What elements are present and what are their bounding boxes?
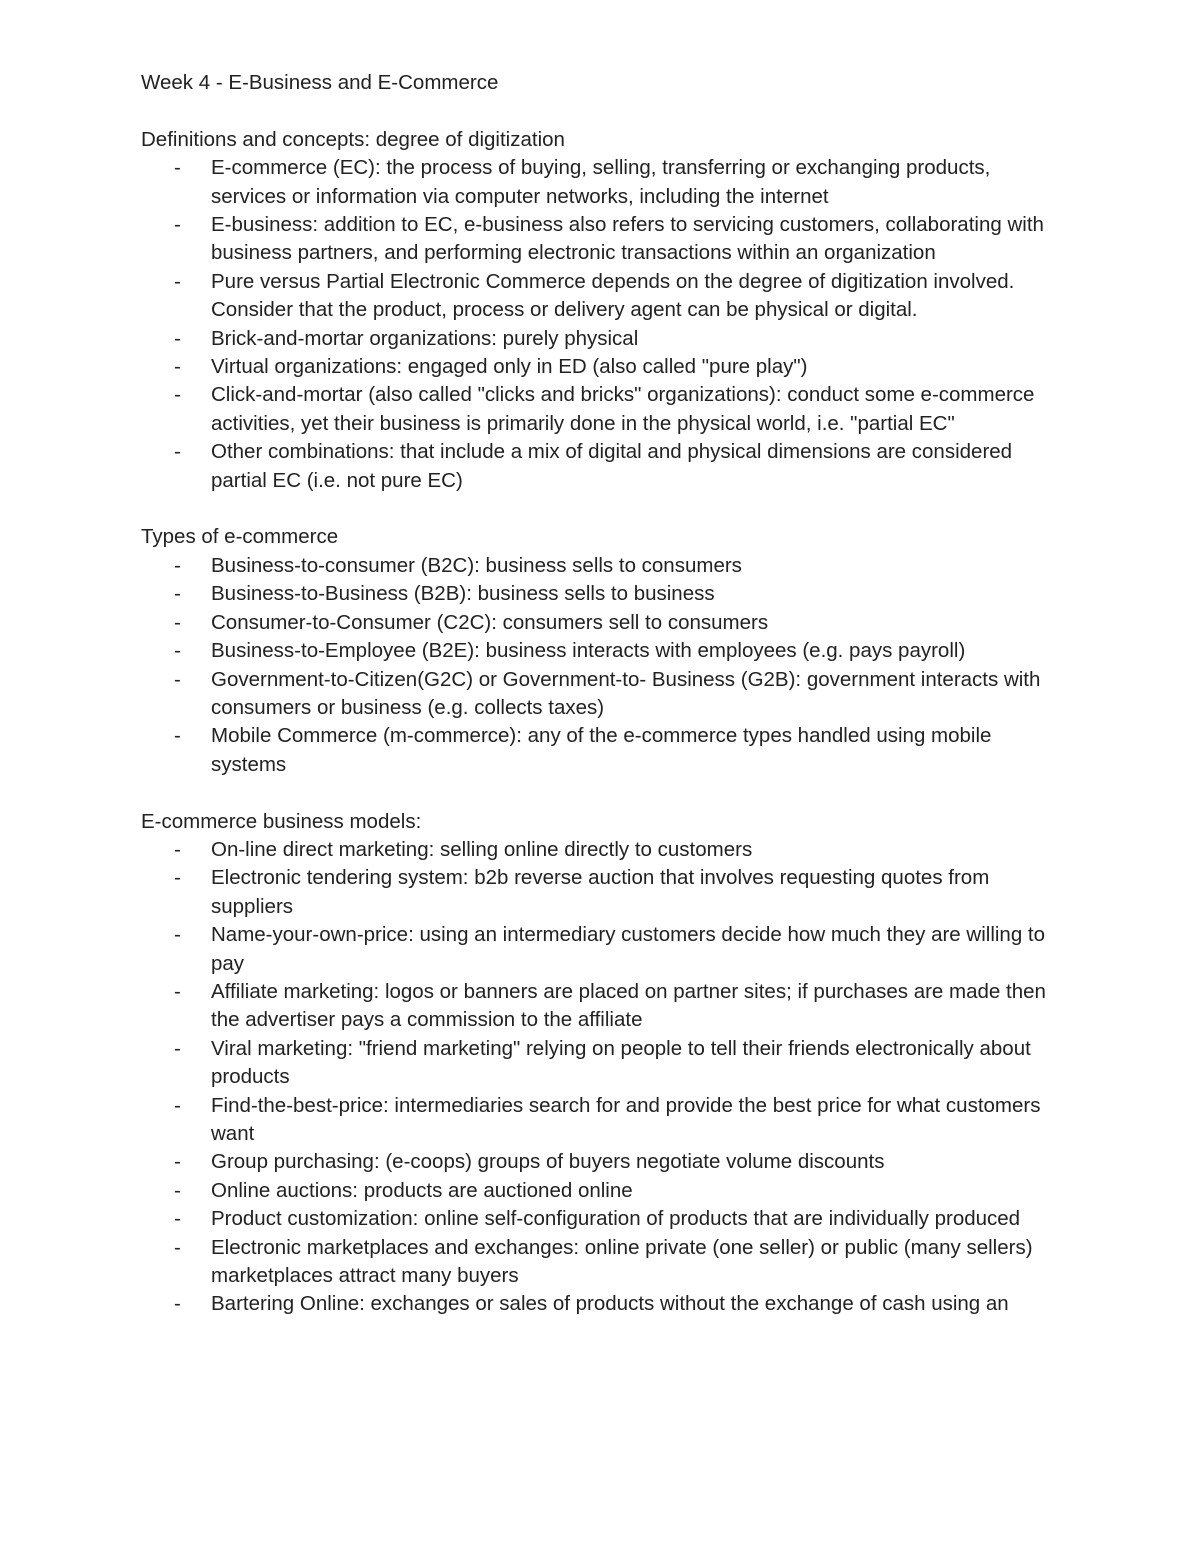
bullet-dash: -: [174, 553, 181, 577]
section-types: [141, 523, 1071, 779]
list-item: [141, 1148, 1071, 1176]
list-item: [141, 921, 1071, 978]
list-item-text: E-business: addition to EC, e-business also refers to servicing customers, collaborating with business partners, and performing electronic transactions within an organization: [211, 213, 1044, 265]
page-title: Week 4 - E-Business and E-Commerce: [141, 71, 499, 94]
list-item: [141, 722, 1071, 779]
list-item-text: Find-the-best-price: intermediaries search for and provide the best price for what customers want: [211, 1093, 1041, 1145]
bullet-list: [141, 836, 1071, 1319]
bullet-dash: -: [174, 1036, 181, 1060]
list-item: [141, 211, 1071, 268]
list-item-text: Pure versus Partial Electronic Commerce depends on the degree of digitization involved. Consider that the product, process or delivery agent can be physical or digital.: [211, 269, 1015, 322]
bullet-dash: -: [174, 1207, 181, 1231]
list-item: [141, 978, 1071, 1035]
bullet-dash: -: [174, 1178, 181, 1202]
list-item-text: Online auctions: products are auctioned online: [211, 1178, 633, 1202]
list-item: [141, 609, 1071, 637]
list-item-text: Consumer-to-Consumer (C2C): consumers sell to consumers: [211, 610, 769, 634]
bullet-dash: -: [174, 440, 181, 464]
list-item: [141, 637, 1071, 665]
bullet-dash: -: [174, 269, 181, 293]
list-item-text: Business-to-Business (B2B): business sells to business: [211, 582, 715, 606]
bullet-dash: -: [174, 639, 181, 663]
list-item-text: Business-to-consumer (B2C): business sells to consumers: [211, 553, 742, 577]
list-item: [141, 438, 1071, 495]
bullet-dash: -: [174, 1150, 181, 1174]
list-item-text: E-commerce (EC): the process of buying, selling, transferring or exchanging products, services or information via computer networks, including the internet: [211, 156, 991, 208]
list-item-text: Virtual organizations: engaged only in ED (also called "pure play"): [211, 355, 808, 379]
bullet-list: [141, 154, 1071, 495]
bullet-dash: -: [174, 610, 181, 634]
list-item-text: Electronic marketplaces and exchanges: online private (one seller) or public (many sellers) marketplaces attract many buyers: [211, 1235, 1033, 1288]
section-heading: E-commerce business models:: [141, 809, 422, 833]
bullet-dash: -: [174, 837, 181, 861]
bullet-dash: -: [174, 582, 181, 606]
section-heading: Definitions and concepts: degree of digitization: [141, 127, 565, 151]
list-item-text: Brick-and-mortar organizations: purely physical: [211, 326, 639, 350]
list-item-text: Name-your-own-price: using an intermediary customers decide how much they are willing to pay: [211, 923, 1046, 975]
list-item: [141, 381, 1071, 438]
bullet-dash: -: [174, 383, 181, 407]
list-item-text: On-line direct marketing: selling online directly to customers: [211, 837, 753, 861]
list-item-text: Affiliate marketing: logos or banners are placed on partner sites; if purchases are made then the advertiser pays a commission to the affiliate: [211, 979, 1046, 1032]
list-item-text: Mobile Commerce (m-commerce): any of the e-commerce types handled using mobile systems: [211, 724, 992, 776]
list-item-text: Viral marketing: "friend marketing" relying on people to tell their friends electronically about products: [211, 1036, 1031, 1089]
list-item: [141, 1234, 1071, 1291]
bullet-dash: -: [174, 979, 181, 1003]
bullet-dash: -: [174, 355, 181, 379]
bullet-dash: -: [174, 326, 181, 350]
list-item: [141, 666, 1071, 723]
list-item-text: Bartering Online: exchanges or sales of products without the exchange of cash using an: [211, 1292, 1009, 1316]
list-item-text: Government-to-Citizen(G2C) or Government-to- Business (G2B): government interacts with consumers or business (e.g. collects taxes): [211, 667, 1041, 719]
list-item: [141, 864, 1071, 921]
bullet-dash: -: [174, 1292, 181, 1316]
list-item-text: Other combinations: that include a mix of digital and physical dimensions are considered partial EC (i.e. not pure EC): [211, 440, 1013, 492]
list-item: [141, 325, 1071, 353]
list-item-text: Business-to-Employee (B2E): business interacts with employees (e.g. pays payroll): [211, 639, 966, 663]
bullet-dash: -: [174, 923, 181, 947]
bullet-dash: -: [174, 156, 181, 180]
list-item: [141, 1092, 1071, 1149]
list-item: [141, 1177, 1071, 1205]
section-heading: Types of e-commerce: [141, 525, 339, 549]
section-definitions: [141, 126, 1071, 495]
list-item: [141, 552, 1071, 580]
bullet-dash: -: [174, 213, 181, 237]
bullet-dash: -: [174, 1093, 181, 1117]
list-item: [141, 1290, 1071, 1318]
list-item-text: Electronic tendering system: b2b reverse auction that involves requesting quotes from suppliers: [211, 866, 990, 918]
bullet-dash: -: [174, 866, 181, 890]
list-item-text: Click-and-mortar (also called "clicks and bricks" organizations): conduct some e-commerce activities, yet their business is primarily done in the physical world, i.e. "partial EC": [211, 383, 1035, 435]
bullet-list: [141, 552, 1071, 779]
bullet-dash: -: [174, 667, 181, 691]
list-item: [141, 154, 1071, 211]
bullet-dash: -: [174, 724, 181, 748]
list-item: [141, 836, 1071, 864]
section-business-models: [141, 808, 1071, 1319]
list-item-text: Product customization: online self-configuration of products that are individually produced: [211, 1207, 1021, 1231]
list-item: [141, 580, 1071, 608]
list-item: [141, 1035, 1071, 1092]
document-page: [141, 69, 1071, 1319]
bullet-dash: -: [174, 1235, 181, 1259]
list-item: [141, 1205, 1071, 1233]
list-item-text: Group purchasing: (e-coops) groups of buyers negotiate volume discounts: [211, 1150, 885, 1174]
list-item: [141, 353, 1071, 381]
list-item: [141, 268, 1071, 325]
